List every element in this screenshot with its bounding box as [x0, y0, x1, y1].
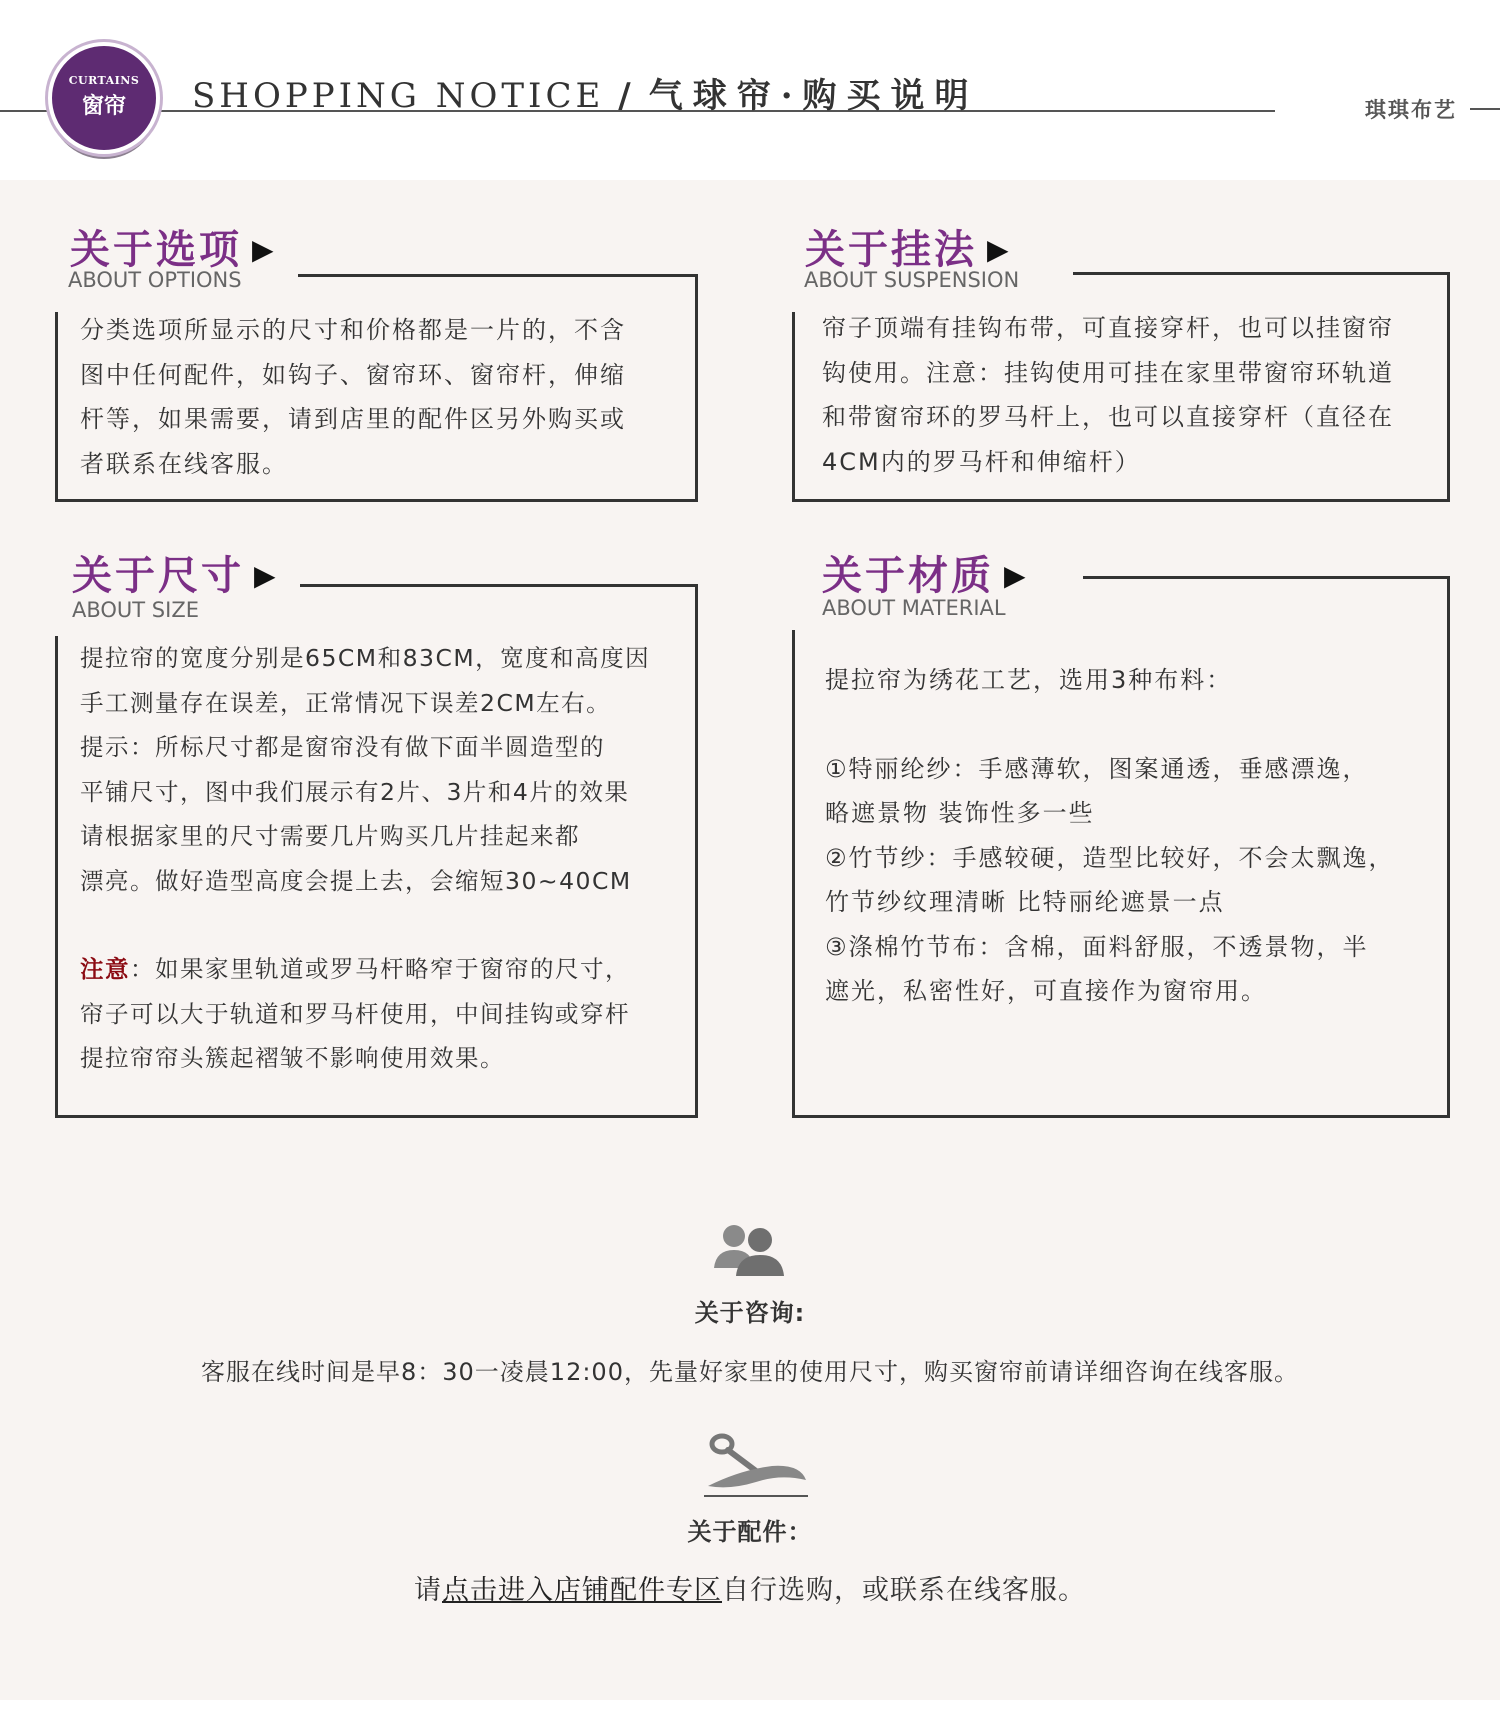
- options-line: 杆等，如果需要，请到店里的配件区另外购买或: [80, 405, 626, 433]
- logo-text-en: CURTAINS: [68, 74, 140, 87]
- consult-text: 客服在线时间是早8：30一凌晨12:00，先量好家里的使用尺寸，购买窗帘前请详细咨询在线客服。: [201, 1358, 1299, 1386]
- size-note-line: 提拉帘帘头簇起褶皱不影响使用效果。: [80, 1044, 505, 1072]
- material-line: ①特丽纶纱：手感薄软，图案通透，垂感漂逸，: [825, 754, 1369, 783]
- suspension-line: 钩使用。注意：挂钩使用可挂在家里带窗帘环轨道: [822, 358, 1394, 387]
- accessories-suffix: 自行选购，或联系在线客服。: [722, 1575, 1086, 1606]
- size-box-left: [55, 636, 58, 1118]
- accessories-zone-link[interactable]: 点击进入店铺配件专区: [442, 1575, 722, 1606]
- accessories-title: 关于配件：: [687, 1518, 813, 1546]
- options-heading: [70, 218, 277, 275]
- accessories-text: [0, 1568, 1500, 1607]
- suspension-line: 4CM内的罗马杆和伸缩杆）: [822, 447, 1141, 476]
- options-title: 关于选项: [70, 226, 242, 273]
- material-line: 遮光，私密性好，可直接作为窗帘用。: [825, 977, 1267, 1005]
- material-intro: 提拉帘为绣花工艺，选用3种布料：: [825, 666, 1233, 694]
- suspension-text: [822, 306, 1447, 484]
- suspension-title: 关于挂法: [805, 226, 977, 273]
- material-line: ③涤棉竹节布：含棉，面料舒服，不透景物，半: [825, 932, 1369, 961]
- suspension-box-top: [1073, 272, 1450, 275]
- triangle-right-icon: ▶: [252, 233, 277, 266]
- size-line: 提拉帘的宽度分别是65CM和83CM，宽度和高度因: [80, 644, 651, 672]
- suspension-subtitle: ABOUT SUSPENSION: [804, 268, 1020, 292]
- suspension-box-right: [1447, 272, 1450, 502]
- options-box-bottom: [55, 499, 698, 502]
- size-box-top: [300, 584, 698, 587]
- size-note: [80, 947, 695, 992]
- material-subtitle: ABOUT MATERIAL: [822, 596, 1006, 620]
- material-box-bottom: [792, 1115, 1450, 1118]
- material-box-top: [1083, 576, 1450, 579]
- options-text: [80, 308, 690, 486]
- note-text: ：如果家里轨道或罗马杆略窄于窗帘的尺寸，: [130, 955, 630, 983]
- size-line: 漂亮。做好造型高度会提上去，会缩短30~40CM: [80, 866, 632, 895]
- triangle-right-icon: ▶: [1004, 559, 1029, 592]
- brand-name: 琪琪布艺: [1365, 98, 1457, 122]
- material-line: ②竹节纱：手感较硬，造型比较好，不会太飘逸，: [825, 843, 1395, 872]
- material-line: 略遮景物 装饰性多一些: [825, 799, 1095, 827]
- material-heading: [822, 544, 1029, 601]
- size-text: [80, 636, 695, 1081]
- title-cn: 气球帘·购买说明: [648, 76, 979, 116]
- title-separator: /: [618, 76, 635, 116]
- options-box-left: [55, 312, 58, 502]
- suspension-heading: [805, 218, 1012, 275]
- material-line: 竹节纱纹理清晰 比特丽纶遮景一点: [825, 888, 1225, 916]
- suspension-line: 和带窗帘环的罗马杆上，也可以直接穿杆（直径在: [822, 403, 1394, 431]
- size-line: 请根据家里的尺寸需要几片购买几片挂起来都: [80, 822, 580, 850]
- size-line: 平铺尺寸，图中我们展示有2片、3片和4片的效果: [80, 777, 630, 806]
- suspension-box-bottom: [792, 499, 1450, 502]
- people-icon: [712, 1222, 788, 1282]
- title-en: SHOPPING NOTICE: [192, 76, 605, 116]
- accessories-prefix: 请: [414, 1575, 442, 1606]
- options-line: 图中任何配件，如钩子、窗帘环、窗帘杆，伸缩: [80, 360, 626, 389]
- options-subtitle: ABOUT OPTIONS: [68, 268, 242, 292]
- page-title: [192, 68, 979, 117]
- suspension-line: 帘子顶端有挂钩布带，可直接穿杆，也可以挂窗帘: [822, 314, 1394, 342]
- options-line: 分类选项所显示的尺寸和价格都是一片的，不含: [80, 316, 626, 344]
- size-box-right: [695, 584, 698, 1118]
- options-box-right: [695, 274, 698, 502]
- material-text: [825, 658, 1445, 1014]
- scissors-icon: [700, 1430, 810, 1500]
- size-line: 手工测量存在误差，正常情况下误差2CM左右。: [80, 688, 612, 717]
- material-box-left: [792, 630, 795, 1118]
- options-line: 者联系在线客服。: [80, 449, 288, 478]
- material-title: 关于材质: [822, 552, 994, 599]
- triangle-right-icon: ▶: [254, 559, 279, 592]
- size-box-bottom: [55, 1115, 698, 1118]
- size-subtitle: ABOUT SIZE: [72, 598, 199, 622]
- triangle-right-icon: ▶: [987, 233, 1012, 266]
- curtains-logo: [48, 42, 160, 154]
- brand-divider: [1470, 108, 1500, 110]
- size-title: 关于尺寸: [72, 552, 244, 599]
- suspension-box-left: [792, 312, 795, 502]
- size-note-line: 帘子可以大于轨道和罗马杆使用，中间挂钩或穿杆: [80, 999, 630, 1028]
- note-label: 注意: [80, 955, 130, 983]
- logo-text-cn: 窗帘: [81, 94, 126, 119]
- consult-title: 关于咨询:: [694, 1299, 806, 1327]
- size-line: 提示：所标尺寸都是窗帘没有做下面半圆造型的: [80, 733, 605, 761]
- size-heading: [72, 544, 279, 601]
- material-box-right: [1447, 576, 1450, 1118]
- options-box-top: [298, 274, 698, 277]
